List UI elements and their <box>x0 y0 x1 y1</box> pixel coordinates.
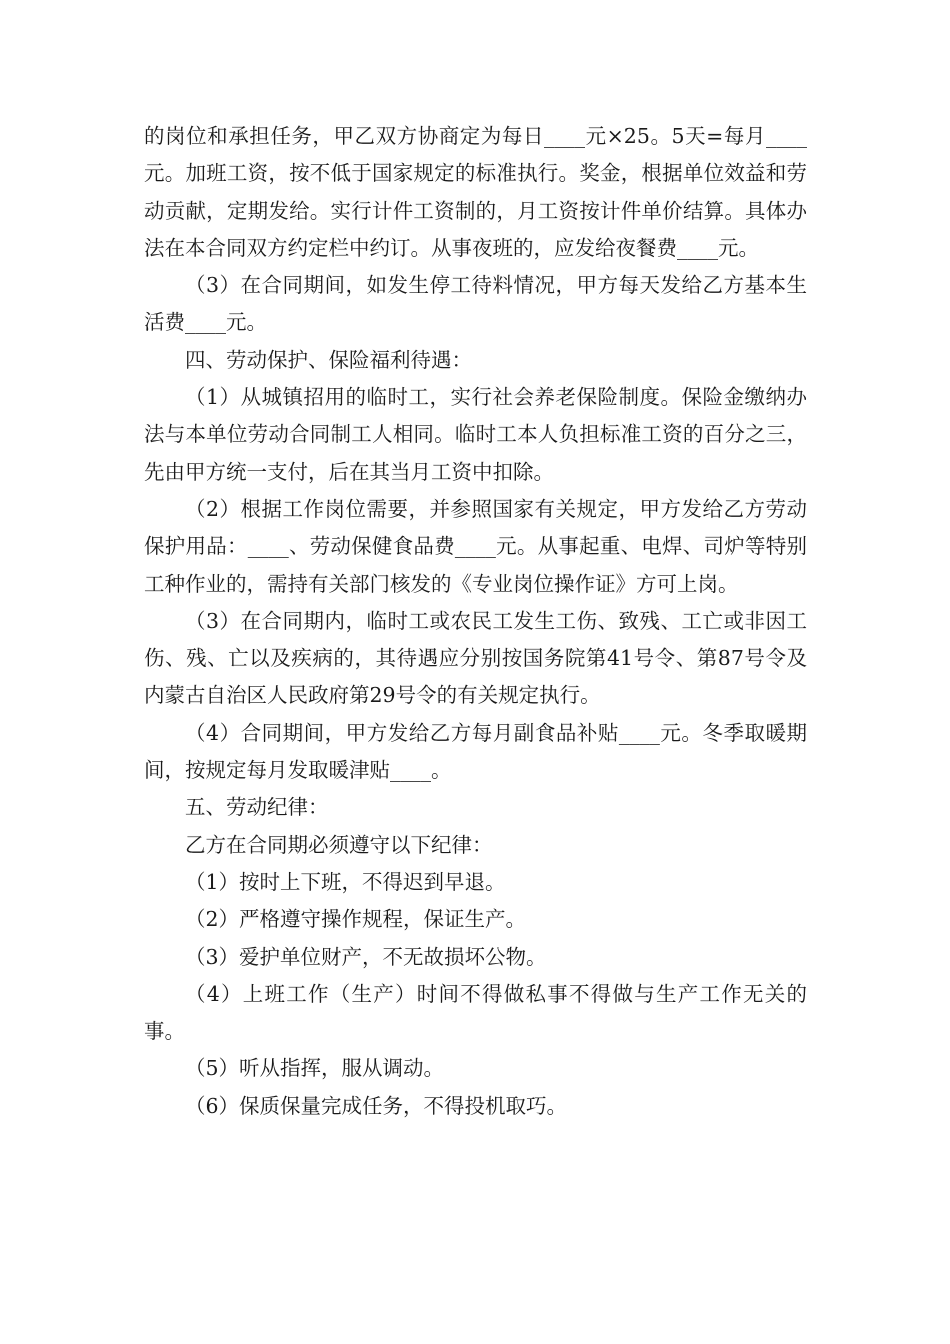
document-body <box>144 118 807 1125</box>
list-item-protect-property: （3）爱护单位财产，不无故损坏公物。 <box>185 944 547 969</box>
paragraph-work-stoppage-allowance: （3）在合同期间，如发生停工待料情况，甲方每天发给乙方基本生活费____元。 <box>144 273 807 335</box>
list-item-quality-tasks: （6）保质保量完成任务，不得投机取巧。 <box>185 1093 568 1118</box>
list-item-operating-rules: （2）严格遵守操作规程，保证生产。 <box>185 907 527 932</box>
paragraph-food-heating-subsidy: （4）合同期间，甲方发给乙方每月副食品补贴____元。冬季取暖期间，按规定每月发取暖津贴____。 <box>144 720 807 783</box>
paragraph-injury-benefits: （3）在合同期内，临时工或农民工发生工伤、致残、工亡或非因工伤、残、亡以及疾病的，其待遇应分别按国务院第41号令、第87号令及内蒙古自治区人民政府第29号令的有关规定执行。 <box>144 608 807 708</box>
paragraph-discipline-intro: 乙方在合同期必须遵守以下纪律： <box>185 832 493 857</box>
paragraph-pension-insurance: （1）从城镇招用的临时工，实行社会养老保险制度。保险金缴纳办法与本单位劳动合同制工人相同。临时工本人负担标准工资的百分之三，先由甲方统一支付，后在其当月工资中扣除。 <box>144 385 807 484</box>
paragraph-protective-equipment: （2）根据工作岗位需要，并参照国家有关规定，甲方发给乙方劳动保护用品：____、劳动保健食品费____元。从事起重、电焊、司炉等特别工种作业的，需持有关部门核发的《专业岗位操作证》方可上岗。 <box>144 496 807 596</box>
paragraph-wage-terms: 的岗位和承担任务，甲乙双方协商定为每日____元×25。5天=每月____元。加班工资，按不低于国家规定的标准执行。奖金，根据单位效益和劳动贡献，定期发给。实行计件工资制的，月工资按计件单价结算。具体办法在本合同双方约定栏中约订。从事夜班的，应发给夜餐费____元。 <box>144 124 807 260</box>
list-item-punctuality: （1）按时上下班，不得迟到早退。 <box>185 869 506 894</box>
list-item-obey-command: （5）听从指挥，服从调动。 <box>185 1056 445 1081</box>
section-heading-labor-protection: 四、劳动保护、保险福利待遇： <box>185 347 472 372</box>
list-item-no-private-matters: （4）上班工作（生产）时间不得做私事不得做与生产工作无关的事。 <box>144 981 807 1044</box>
section-heading-labor-discipline: 五、劳动纪律： <box>185 795 329 820</box>
